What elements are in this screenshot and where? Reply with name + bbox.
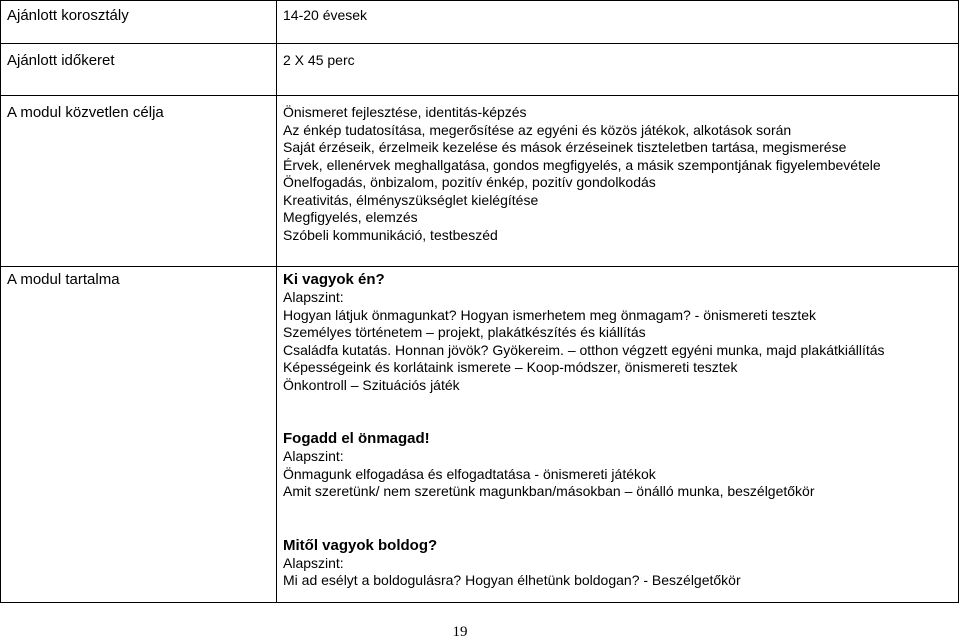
section-line: Képességeink és korlátaink ismerete – Koop-módszer, önismereti tesztek: [283, 359, 738, 375]
goal-line: Önelfogadás, önbizalom, pozitív énkép, pozitív gondolkodás: [283, 174, 656, 190]
section-line: Amit szeretünk/ nem szeretünk magunkban/másokban – önálló munka, beszélgetőkör: [283, 483, 815, 499]
section-line: Családfa kutatás. Honnan jövök? Gyökereim. – otthon végzett egyéni munka, majd plakátkiállítás: [283, 341, 885, 358]
table-row-age: [1, 1, 959, 44]
goal-line: Saját érzéseik, érzelmeik kezelése és mások érzéseinek tiszteletben tartása, megismerése: [283, 139, 847, 155]
section-line: Önmagunk elfogadása és elfogadtatása - önismereti játékok: [283, 465, 656, 482]
value-content: [277, 267, 959, 603]
value-age: 14-20 évesek: [277, 1, 959, 44]
table-row-time: [1, 44, 959, 96]
section-title: Fogadd el önmagad!: [283, 430, 430, 447]
page-number: 19: [452, 624, 468, 640]
section-line: Hogyan látjuk önmagunkat? Hogyan ismerhetem meg önmagam? - önismereti tesztek: [283, 306, 817, 323]
label-content: A modul tartalma: [1, 267, 277, 603]
section-level: Alapszint:: [283, 554, 344, 571]
section-level: Alapszint:: [283, 289, 344, 305]
section-line: Személyes történetem – projekt, plakátkészítés és kiállítás: [283, 324, 646, 340]
content-section-happiness: [283, 537, 958, 590]
section-line: Önkontroll – Szituációs játék: [283, 376, 460, 393]
goal-line: Megfigyelés, elemzés: [283, 209, 418, 225]
label-time: Ajánlott időkeret: [1, 44, 277, 96]
goal-line: Érvek, ellenérvek meghallgatása, gondos megfigyelés, a másik szempontjának figyelembevétele: [283, 156, 881, 173]
table-row-goal: [1, 96, 959, 267]
section-level: Alapszint:: [283, 448, 344, 464]
table-row-content: [1, 267, 959, 603]
goal-line: Önismeret fejlesztése, identitás-képzés: [283, 104, 527, 120]
section-title: Ki vagyok én?: [283, 271, 385, 288]
goal-line: Szóbeli kommunikáció, testbeszéd: [283, 226, 498, 243]
goal-line: Az énkép tudatosítása, megerősítése az egyéni és közös játékok, alkotások során: [283, 121, 792, 138]
value-goal: [277, 96, 959, 267]
section-line: Mi ad esélyt a boldogulásra? Hogyan élhetünk boldogan? - Beszélgetőkör: [283, 572, 741, 588]
section-title: Mitől vagyok boldog?: [283, 536, 438, 554]
goal-line: Kreativitás, élményszükséglet kielégítése: [283, 191, 539, 208]
content-section-accept-yourself: [283, 430, 958, 501]
value-time: 2 X 45 perc: [277, 44, 959, 96]
label-goal: A modul közvetlen célja: [1, 96, 277, 267]
content-section-who-am-i: [283, 271, 958, 394]
label-age: Ajánlott korosztály: [1, 1, 277, 44]
